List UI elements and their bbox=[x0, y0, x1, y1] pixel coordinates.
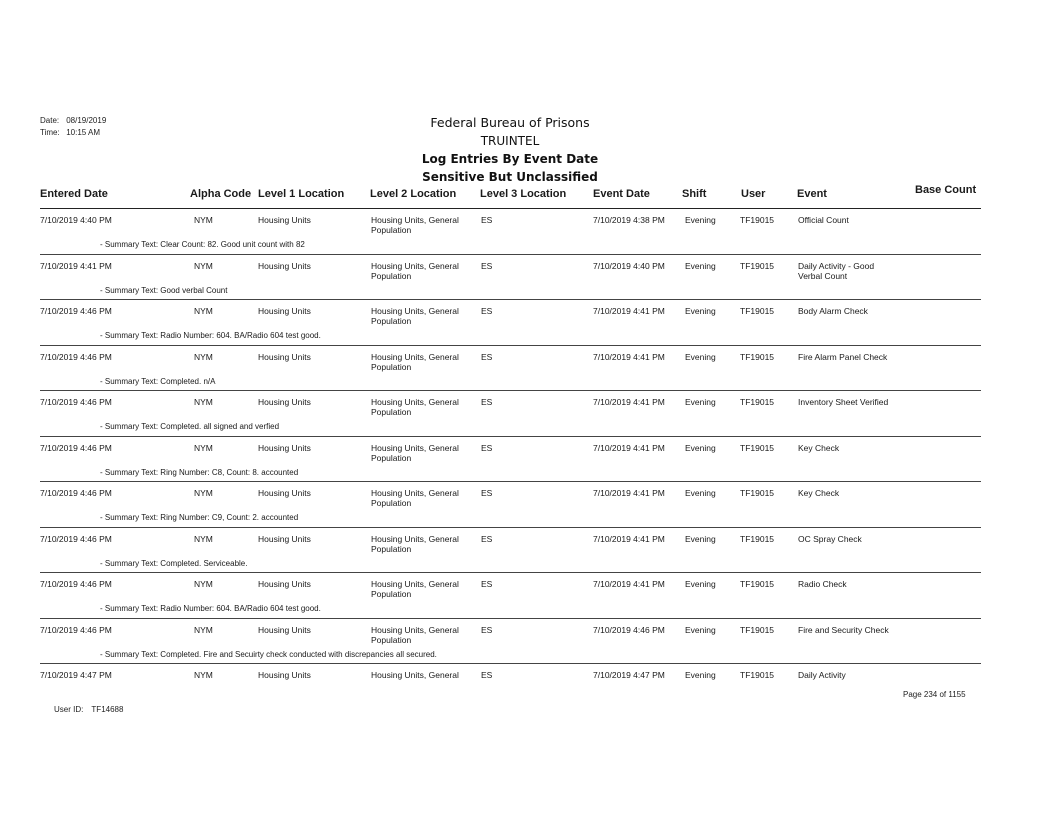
cell-level1-location: Housing Units bbox=[258, 397, 311, 407]
cell-level2-location: Housing Units, General Population bbox=[371, 442, 459, 463]
table-row bbox=[40, 346, 981, 392]
col-alpha-code: Alpha Code bbox=[190, 188, 252, 200]
cell-user: TF19015 bbox=[740, 215, 775, 225]
cell-entered-date: 7/10/2019 4:40 PM bbox=[40, 215, 112, 225]
cell-level3-location: ES bbox=[481, 397, 493, 407]
cell-level3-location: ES bbox=[481, 215, 493, 225]
cell-event-date: 7/10/2019 4:41 PM bbox=[593, 488, 665, 498]
cell-level3-location: ES bbox=[481, 351, 493, 362]
cell-entered-date: 7/10/2019 4:46 PM bbox=[40, 351, 112, 362]
table-row bbox=[40, 437, 981, 483]
cell-event: Daily Activity - Good Verbal Count bbox=[798, 260, 875, 281]
report-title: Log Entries By Event Date bbox=[421, 152, 599, 166]
cell-shift: Evening bbox=[685, 488, 716, 498]
col-event-date: Event Date bbox=[593, 188, 650, 200]
cell-level3-location: ES bbox=[481, 670, 493, 680]
cell-level1-location: Housing Units bbox=[258, 670, 311, 680]
col-event: Event bbox=[797, 188, 827, 200]
cell-alpha-code: NYM bbox=[194, 306, 213, 316]
table-row bbox=[40, 482, 981, 528]
summary-text: - Summary Text: Good verbal Count bbox=[100, 285, 228, 295]
table-row bbox=[40, 209, 981, 255]
col-level3-location: Level 3 Location bbox=[480, 188, 567, 200]
cell-event-date: 7/10/2019 4:41 PM bbox=[593, 579, 665, 589]
cell-event-date: 7/10/2019 4:41 PM bbox=[593, 533, 665, 544]
cell-user: TF19015 bbox=[740, 397, 775, 407]
cell-level2-location: Housing Units, General Population bbox=[371, 215, 459, 235]
cell-shift: Evening bbox=[685, 624, 716, 635]
cell-alpha-code: NYM bbox=[194, 260, 213, 271]
table-body bbox=[40, 209, 981, 694]
cell-entered-date: 7/10/2019 4:47 PM bbox=[40, 670, 112, 680]
col-level2-location: Level 2 Location bbox=[370, 188, 457, 200]
summary-text: - Summary Text: Ring Number: C9, Count: 2. accounted bbox=[100, 513, 299, 522]
table-header bbox=[40, 184, 981, 209]
cell-event: Inventory Sheet Verified bbox=[798, 397, 889, 407]
cell-user: TF19015 bbox=[740, 670, 775, 680]
cell-level1-location: Housing Units bbox=[258, 624, 311, 635]
table-row bbox=[40, 573, 981, 619]
cell-shift: Evening bbox=[685, 442, 716, 453]
system-name: TRUINTEL bbox=[480, 134, 540, 148]
log-table bbox=[40, 184, 981, 694]
table-row bbox=[40, 664, 981, 694]
classification-label: Sensitive But Unclassified bbox=[422, 170, 598, 184]
cell-event: Official Count bbox=[798, 215, 849, 225]
cell-event-date: 7/10/2019 4:41 PM bbox=[593, 397, 665, 407]
date-label: Date: bbox=[40, 116, 60, 125]
report-time bbox=[40, 128, 100, 137]
cell-alpha-code: NYM bbox=[194, 397, 213, 407]
cell-user: TF19015 bbox=[740, 260, 775, 271]
cell-entered-date: 7/10/2019 4:41 PM bbox=[40, 260, 112, 271]
cell-event: Daily Activity bbox=[798, 670, 846, 680]
cell-event: Body Alarm Check bbox=[798, 306, 868, 316]
cell-shift: Evening bbox=[685, 351, 716, 362]
cell-level1-location: Housing Units bbox=[258, 488, 311, 498]
cell-alpha-code: NYM bbox=[194, 624, 213, 635]
cell-level2-location: Housing Units, General bbox=[371, 670, 459, 680]
time-label: Time: bbox=[40, 128, 60, 137]
cell-user: TF19015 bbox=[740, 351, 775, 362]
cell-event: Key Check bbox=[798, 488, 840, 498]
cell-user: TF19015 bbox=[740, 533, 775, 544]
cell-level2-location: Housing Units, General Population bbox=[371, 351, 459, 372]
cell-event-date: 7/10/2019 4:41 PM bbox=[593, 442, 665, 453]
cell-level3-location: ES bbox=[481, 488, 493, 498]
cell-level2-location: Housing Units, General Population bbox=[371, 488, 459, 508]
cell-level3-location: ES bbox=[481, 533, 493, 544]
cell-event: Fire and Security Check bbox=[798, 624, 889, 635]
cell-event-date: 7/10/2019 4:47 PM bbox=[593, 670, 665, 680]
time-value: 10:15 AM bbox=[66, 128, 101, 137]
cell-level1-location: Housing Units bbox=[258, 442, 311, 453]
cell-level3-location: ES bbox=[481, 442, 493, 453]
cell-alpha-code: NYM bbox=[194, 579, 213, 589]
page-number: Page 234 of 1155 bbox=[903, 690, 966, 699]
col-shift: Shift bbox=[682, 188, 707, 200]
cell-level3-location: ES bbox=[481, 306, 493, 316]
cell-shift: Evening bbox=[685, 260, 716, 271]
cell-alpha-code: NYM bbox=[194, 488, 213, 498]
cell-shift: Evening bbox=[685, 533, 716, 544]
cell-alpha-code: NYM bbox=[194, 533, 213, 544]
cell-shift: Evening bbox=[685, 579, 716, 589]
cell-event-date: 7/10/2019 4:38 PM bbox=[593, 215, 665, 225]
summary-text: - Summary Text: Completed. all signed and verfied bbox=[100, 422, 280, 431]
org-name: Federal Bureau of Prisons bbox=[430, 115, 590, 130]
cell-event-date: 7/10/2019 4:41 PM bbox=[593, 351, 665, 362]
cell-level3-location: ES bbox=[481, 624, 493, 635]
table-row bbox=[40, 391, 981, 437]
cell-level1-location: Housing Units bbox=[258, 306, 311, 316]
cell-shift: Evening bbox=[685, 397, 716, 407]
cell-level2-location: Housing Units, General Population bbox=[371, 624, 459, 645]
cell-alpha-code: NYM bbox=[194, 670, 213, 680]
summary-text: - Summary Text: Completed. n/A bbox=[100, 376, 216, 386]
cell-alpha-code: NYM bbox=[194, 442, 213, 453]
cell-event-date: 7/10/2019 4:40 PM bbox=[593, 260, 665, 271]
table-row bbox=[40, 619, 981, 665]
table-row bbox=[40, 300, 981, 346]
report-date bbox=[40, 116, 106, 125]
cell-level1-location: Housing Units bbox=[258, 533, 311, 544]
cell-user: TF19015 bbox=[740, 306, 775, 316]
summary-text: - Summary Text: Completed. Fire and Secuirty check conducted with discrepancies all secured. bbox=[100, 649, 437, 659]
cell-user: TF19015 bbox=[740, 579, 775, 589]
user-id-value: TF14688 bbox=[91, 705, 124, 714]
date-value: 08/19/2019 bbox=[66, 116, 107, 125]
cell-entered-date: 7/10/2019 4:46 PM bbox=[40, 533, 112, 544]
cell-level2-location: Housing Units, General Population bbox=[371, 533, 459, 554]
cell-entered-date: 7/10/2019 4:46 PM bbox=[40, 579, 112, 589]
cell-user: TF19015 bbox=[740, 624, 775, 635]
cell-level3-location: ES bbox=[481, 260, 493, 271]
report-title-block bbox=[360, 114, 660, 186]
cell-event-date: 7/10/2019 4:46 PM bbox=[593, 624, 665, 635]
col-base-count: Base Count bbox=[915, 184, 977, 196]
cell-level2-location: Housing Units, General Population bbox=[371, 397, 459, 417]
cell-alpha-code: NYM bbox=[194, 215, 213, 225]
cell-level2-location: Housing Units, General Population bbox=[371, 260, 459, 281]
cell-level1-location: Housing Units bbox=[258, 351, 311, 362]
col-entered-date: Entered Date bbox=[40, 188, 108, 200]
col-user: User bbox=[741, 188, 766, 200]
table-row bbox=[40, 255, 981, 301]
summary-text: - Summary Text: Completed. Serviceable. bbox=[100, 558, 248, 568]
cell-event: OC Spray Check bbox=[798, 533, 862, 544]
cell-alpha-code: NYM bbox=[194, 351, 213, 362]
cell-event: Radio Check bbox=[798, 579, 847, 589]
summary-text: - Summary Text: Ring Number: C8, Count: 8. accounted bbox=[100, 467, 299, 477]
summary-text: - Summary Text: Radio Number: 604. BA/Radio 604 test good. bbox=[100, 331, 321, 340]
cell-level3-location: ES bbox=[481, 579, 493, 589]
cell-shift: Evening bbox=[685, 306, 716, 316]
cell-event: Key Check bbox=[798, 442, 840, 453]
cell-level2-location: Housing Units, General Population bbox=[371, 306, 459, 326]
table-row bbox=[40, 528, 981, 574]
cell-level1-location: Housing Units bbox=[258, 579, 311, 589]
cell-entered-date: 7/10/2019 4:46 PM bbox=[40, 442, 112, 453]
summary-text: - Summary Text: Radio Number: 604. BA/Radio 604 test good. bbox=[100, 604, 321, 613]
cell-level2-location: Housing Units, General Population bbox=[371, 579, 459, 599]
cell-level1-location: Housing Units bbox=[258, 260, 311, 271]
user-id-label: User ID: bbox=[54, 705, 84, 714]
cell-entered-date: 7/10/2019 4:46 PM bbox=[40, 488, 112, 498]
cell-user: TF19015 bbox=[740, 442, 775, 453]
cell-user: TF19015 bbox=[740, 488, 775, 498]
cell-shift: Evening bbox=[685, 215, 716, 225]
cell-shift: Evening bbox=[685, 670, 716, 680]
cell-entered-date: 7/10/2019 4:46 PM bbox=[40, 624, 112, 635]
col-level1-location: Level 1 Location bbox=[258, 188, 345, 200]
summary-text: - Summary Text: Clear Count: 82. Good unit count with 82 bbox=[100, 240, 305, 249]
cell-event: Fire Alarm Panel Check bbox=[798, 351, 888, 362]
cell-event-date: 7/10/2019 4:41 PM bbox=[593, 306, 665, 316]
cell-entered-date: 7/10/2019 4:46 PM bbox=[40, 397, 112, 407]
footer-user-id bbox=[54, 705, 123, 714]
cell-level1-location: Housing Units bbox=[258, 215, 311, 225]
cell-entered-date: 7/10/2019 4:46 PM bbox=[40, 306, 112, 316]
